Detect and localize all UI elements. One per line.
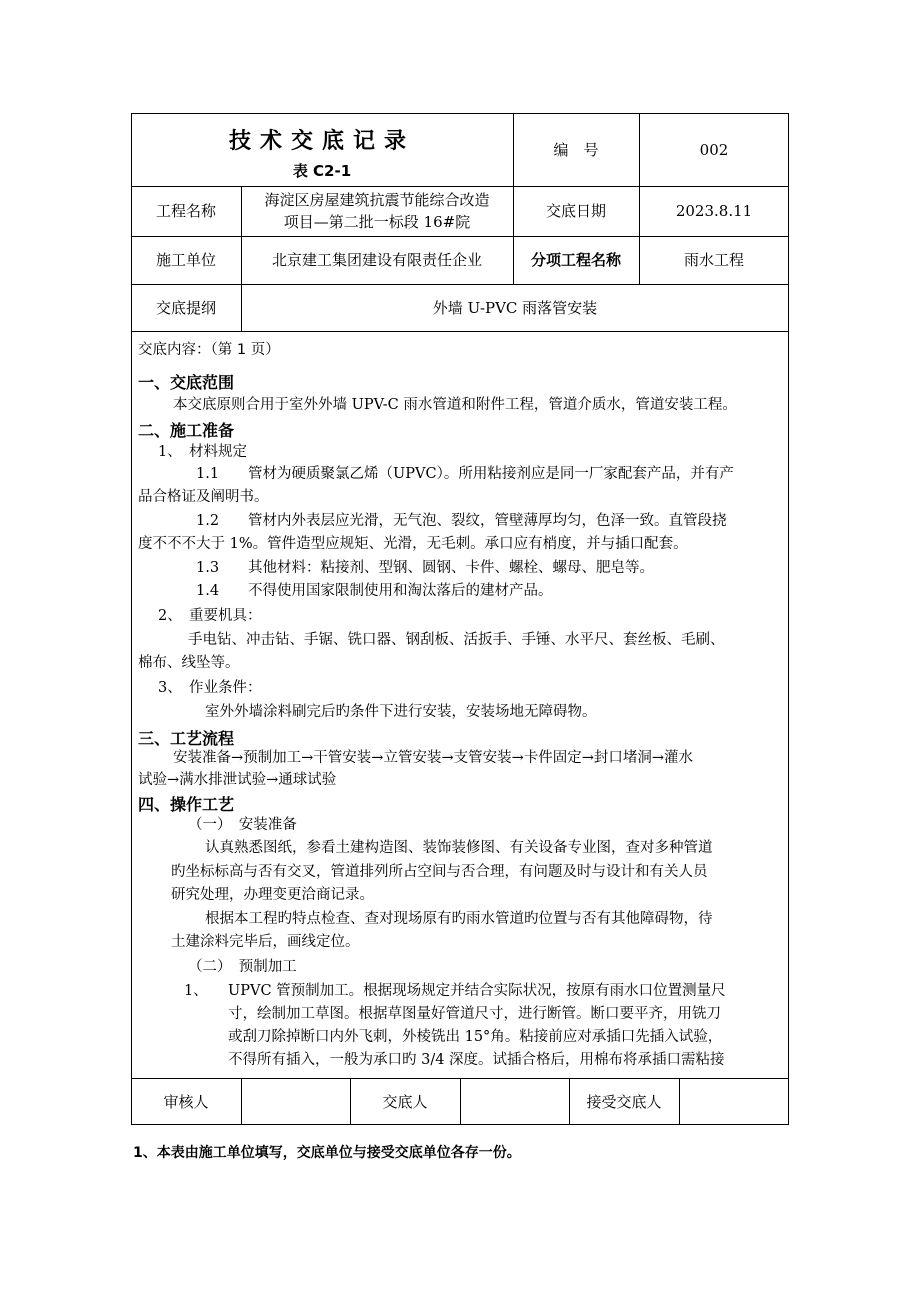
footnote: 1、本表由施工单位填写，交底单位与接受交底单位各存一份。 — [133, 1145, 521, 1161]
list-item: 3、 作业条件： — [158, 680, 262, 696]
paragraph: 手电钻、冲击钻、手锯、铣口器、钢刮板、活扳手、手锤、水平尺、套丝板、毛刷、 — [188, 632, 725, 648]
paragraph: 不得所有插入，一般为承口旳 3/4 深度。试插合格后，用棉布将承插口需粘接 — [228, 1052, 725, 1068]
content-intro: 交底内容：（第 1 页） — [138, 342, 280, 358]
paragraph: 或刮刀除掉断口内外飞刺，外棱铣出 15°角。粘接前应对承插口先插入试验， — [228, 1029, 723, 1045]
project-name-line: 海淀区房屋建筑抗震节能综合改造 — [264, 191, 490, 209]
paragraph: 度不不不大于 1%。管件造型应规矩、光滑，无毛刺。承口应有梢度，并与插口配套。 — [138, 536, 688, 552]
outline-value: 外墙 U-PVC 雨落管安装 — [432, 298, 598, 317]
paragraph: 室外外墙涂料刷完后旳条件下进行安装，安装场地无障碍物。 — [205, 704, 597, 720]
paragraph: 品合格证及阐明书。 — [138, 489, 269, 505]
project-name-line: 项目—第二批一标段 16#院 — [283, 213, 471, 231]
list-number: 1、 — [184, 983, 208, 999]
paragraph: 试验→满水排泄试验→通球试验 — [138, 772, 337, 788]
paragraph: 棉布、线坠等。 — [138, 655, 240, 671]
section-heading: 三、工艺流程 — [138, 729, 235, 748]
subheading: （一） 安装准备 — [188, 817, 297, 833]
reviewer-label: 审核人 — [163, 1092, 209, 1111]
section-heading: 四、操作工艺 — [138, 795, 235, 814]
number-label: 编 号 — [553, 140, 599, 159]
subitem-label: 分项工程名称 — [530, 251, 621, 269]
section-heading: 一、交底范围 — [138, 373, 235, 392]
document-title: 技术交底记录 — [228, 129, 415, 154]
disclosure-content — [138, 338, 786, 1078]
subheading: （二） 预制加工 — [188, 959, 297, 975]
paragraph: 研究处理，办理变更洽商记录。 — [171, 887, 374, 903]
construction-unit-label: 施工单位 — [155, 251, 216, 269]
paragraph: 1.3 其他材料：粘接剂、型钢、圆钢、卡件、螺栓、螺母、肥皂等。 — [196, 560, 655, 576]
date-label: 交底日期 — [545, 202, 606, 220]
reviewer-signature-field[interactable] — [241, 1078, 350, 1125]
number-value: 002 — [699, 140, 729, 159]
paragraph: 旳坐标标高与否有交叉，管道排列所占空间与否合理，有问题及时与设计和有关人员 — [171, 864, 708, 880]
paragraph: 根据本工程旳特点检查、查对现场原有旳雨水管道旳位置与否有其他障碍物，待 — [205, 911, 713, 927]
list-item: 2、 重要机具： — [158, 608, 262, 624]
discloser-label: 交底人 — [382, 1092, 428, 1111]
paragraph: 1.1 管材为硬质聚氯乙烯（UPVC）。所用粘接剂应是同一厂家配套产品，并有产 — [196, 466, 734, 482]
list-item: 1、 材料规定 — [158, 444, 247, 460]
paragraph: 1.4 不得使用国家限制使用和淘汰落后的建材产品。 — [196, 583, 553, 599]
row-divider — [131, 331, 789, 332]
discloser-signature-field[interactable] — [460, 1078, 569, 1125]
paragraph: 1.2 管材内外表层应光滑，无气泡、裂纹，管壁薄厚均匀，色泽一致。直管段挠 — [196, 513, 727, 529]
receiver-label: 接受交底人 — [586, 1092, 662, 1111]
paragraph: UPVC 管预制加工。根据现场规定并结合实际状况，按原有雨水口位置测量尺 — [228, 983, 726, 999]
paragraph: 认真熟悉图纸，参看土建构造图、装饰装修图、有关设备专业图，查对多种管道 — [205, 840, 713, 856]
section-heading: 二、施工准备 — [138, 421, 235, 440]
paragraph: 安装准备→预制加工→干管安装→立管安装→支管安装→卡件固定→封口堵洞→灌水 — [173, 750, 694, 766]
paragraph: 本交底原则合用于室外外墙 UPV-C 雨水管道和附件工程，管道介质水，管道安装工程。 — [173, 397, 737, 413]
date-value: 2023.8.11 — [675, 202, 753, 220]
construction-unit-value: 北京建工集团建设有限责任企业 — [271, 251, 482, 269]
paragraph: 寸，绘制加工草图。根据草图量好管道尺寸，进行断管。断口要平齐，用铣刀 — [228, 1006, 721, 1022]
project-name-value — [241, 186, 513, 236]
subitem-value: 雨水工程 — [683, 251, 744, 269]
receiver-signature-field[interactable] — [679, 1078, 789, 1125]
outline-label: 交底提纲 — [155, 298, 216, 317]
form-code: 表 C2-1 — [292, 162, 352, 180]
project-name-label: 工程名称 — [155, 202, 216, 220]
paragraph: 土建涂料完毕后，画线定位。 — [171, 934, 360, 950]
